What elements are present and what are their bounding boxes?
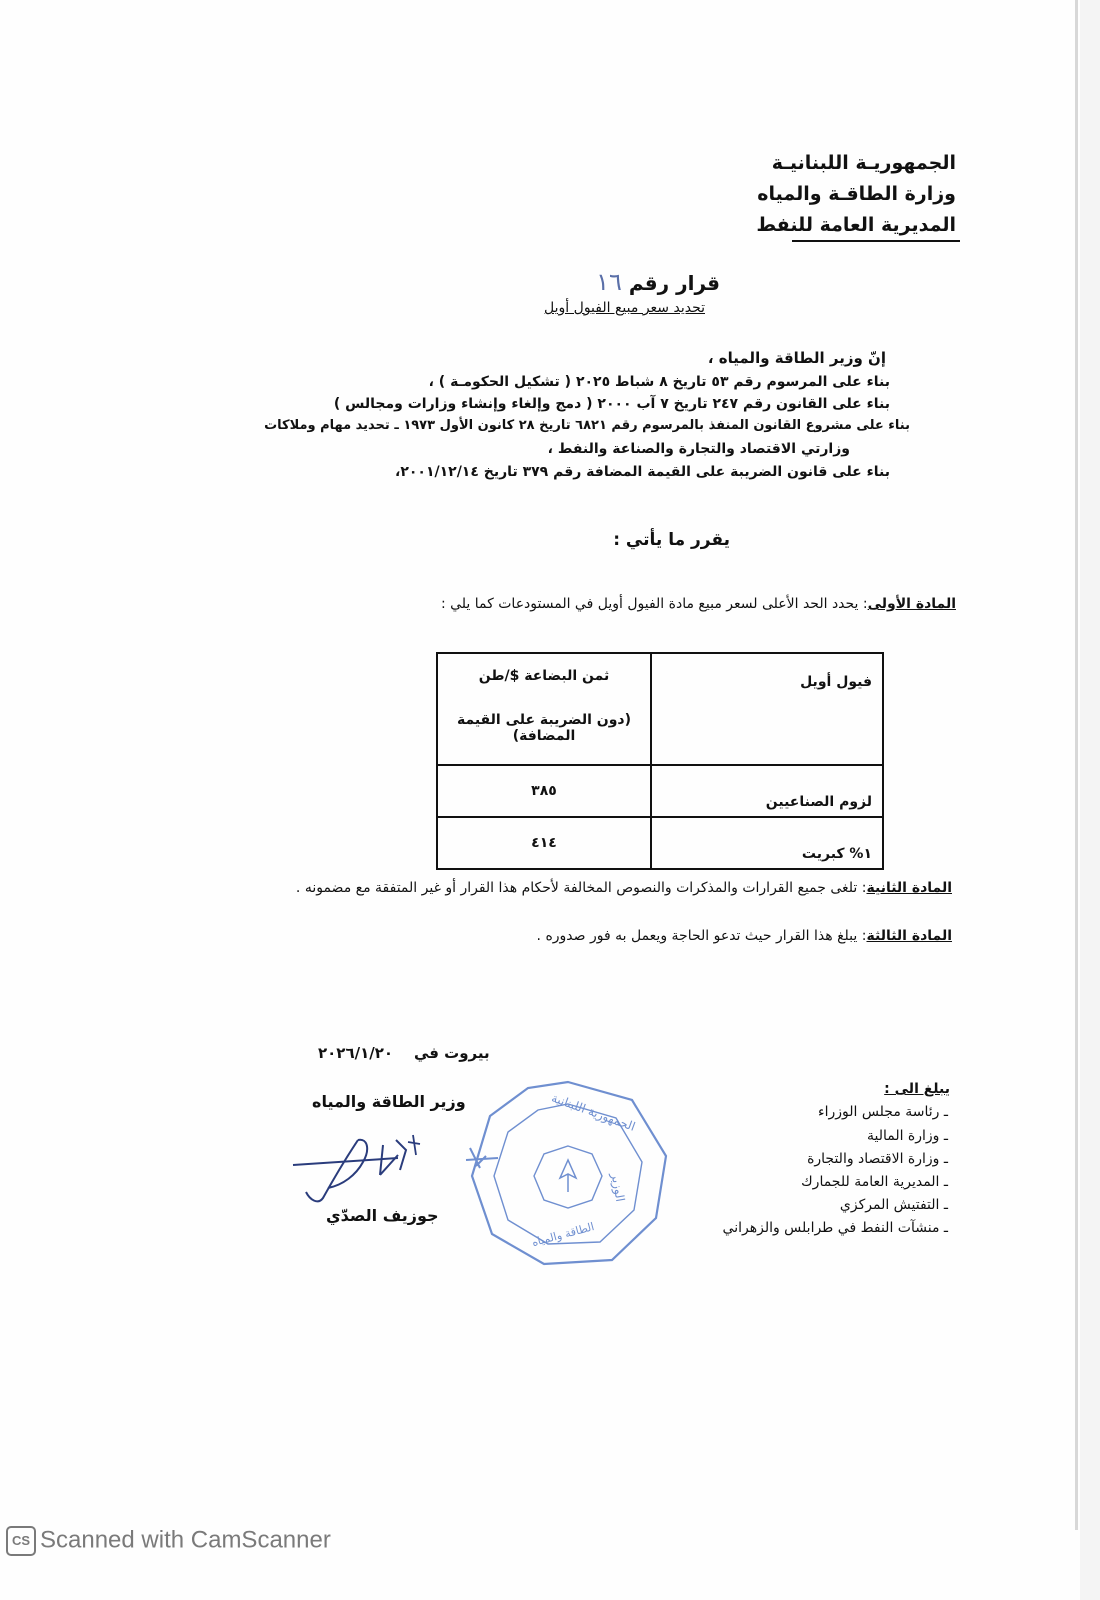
header-republic: الجمهوريـة اللبنانيـة [771,152,956,174]
preamble-line: بناء على المرسوم رقم ٥٣ تاريخ ٨ شباط ٢٠٢٥ ( تشكيل الحكومـة ) ، [428,374,890,390]
decision-title-label: قرار رقم [628,271,720,295]
minister-title: وزير الطاقة والمياه [312,1092,466,1111]
distribution-item: ـ المديرية العامة للجمارك [801,1174,948,1190]
table-header-price-line1: ثمن البضاعة $/طن [478,668,610,684]
decision-title [560,268,720,296]
camscanner-watermark [6,1526,331,1556]
header-underline [792,240,960,242]
distribution-item: ـ وزارة المالية [866,1128,948,1144]
stamp-text-top: الجمهورية اللبنانية [549,1090,638,1134]
table-row [437,765,883,817]
minister-signature [288,1130,438,1210]
preamble-line: بناء على مشروع القانون المنفذ بالمرسوم رقم ٦٨٢١ تاريخ ٢٨ كانون الأول ١٩٧٣ ـ تحديد مهام وملاكات [264,418,910,433]
stamp-text-mid: الوزير [608,1171,628,1203]
camscanner-text: Scanned with CamScanner [40,1526,331,1554]
signature-place-date [318,1044,490,1062]
article-2-text: : تلغى جميع القرارات والمذكرات والنصوص المخالفة لأحكام هذا القرار أو غير المتفقة مع مضمونه . [295,880,867,896]
distribution-item: ـ وزارة الاقتصاد والتجارة [807,1151,948,1167]
article-1-text: : يحدد الحد الأعلى لسعر مبيع مادة الفيول أويل في المستودعات كما يلي : [440,596,868,612]
stamp-text-bottom: الطاقة والمياه [530,1220,596,1250]
distribution-item: ـ التفتيش المركزي [839,1197,948,1213]
table-header-row [437,653,883,765]
decision-subject: تحديد سعر مبيع الفيول أويل [544,300,705,316]
ministry-stamp [464,1078,672,1268]
table-header-price-line2: (دون الضريبة على القيمة المضافة) [456,712,632,744]
article-2-label: المادة الثانية [866,880,952,896]
page-edge-shadow [1075,0,1078,1530]
article-2 [296,880,952,896]
preamble-intro: إنّ وزير الطاقة والمياه ، [707,349,886,367]
article-3 [537,928,952,944]
table-header-price [437,653,651,765]
signature-date: ٢٠٢٦/١/٢٠ [318,1044,394,1062]
camscanner-logo: CS [6,1526,36,1556]
price-table [436,652,884,870]
distribution-item: ـ منشآت النفط في طرابلس والزهراني [722,1220,948,1236]
article-1-label: المادة الأولى [867,596,956,612]
distribution-item: ـ رئاسة مجلس الوزراء [817,1104,948,1120]
table-cell-price: ٤١٤ [437,817,651,869]
header-ministry: وزارة الطاقـة والمياه [757,183,956,205]
table-cell-product: ١% كبريت [651,817,883,869]
article-3-text: : يبلغ هذا القرار حيث تدعو الحاجة ويعمل به فور صدوره . [536,928,867,944]
signature-place: بيروت في [413,1044,490,1062]
distribution-title: يبلغ الى : [884,1081,950,1097]
table-cell-price: ٣٨٥ [437,765,651,817]
table-header-product: فيول أويل [651,653,883,765]
preamble-line: وزارتي الاقتصاد والتجارة والصناعة والنفط ، [547,441,850,457]
decision-number: ١٦ [596,268,622,296]
table-row [437,817,883,869]
article-3-label: المادة الثالثة [866,928,952,944]
minister-name: جوزيف الصدّي [326,1206,439,1225]
table-cell-product: لزوم الصناعيين [651,765,883,817]
decides-heading: يقرر ما يأتي : [613,530,730,550]
preamble-line: بناء على القانون رقم ٢٤٧ تاريخ ٧ آب ٢٠٠٠ ( دمج وإلغاء وإنشاء وزارات ومجالس ) [333,396,890,412]
header-directorate: المديرية العامة للنفط [756,214,956,236]
preamble-line: بناء على قانون الضريبة على القيمة المضافة رقم ٣٧٩ تاريخ ٢٠٠١/١٢/١٤، [394,464,890,480]
article-1 [441,596,956,612]
